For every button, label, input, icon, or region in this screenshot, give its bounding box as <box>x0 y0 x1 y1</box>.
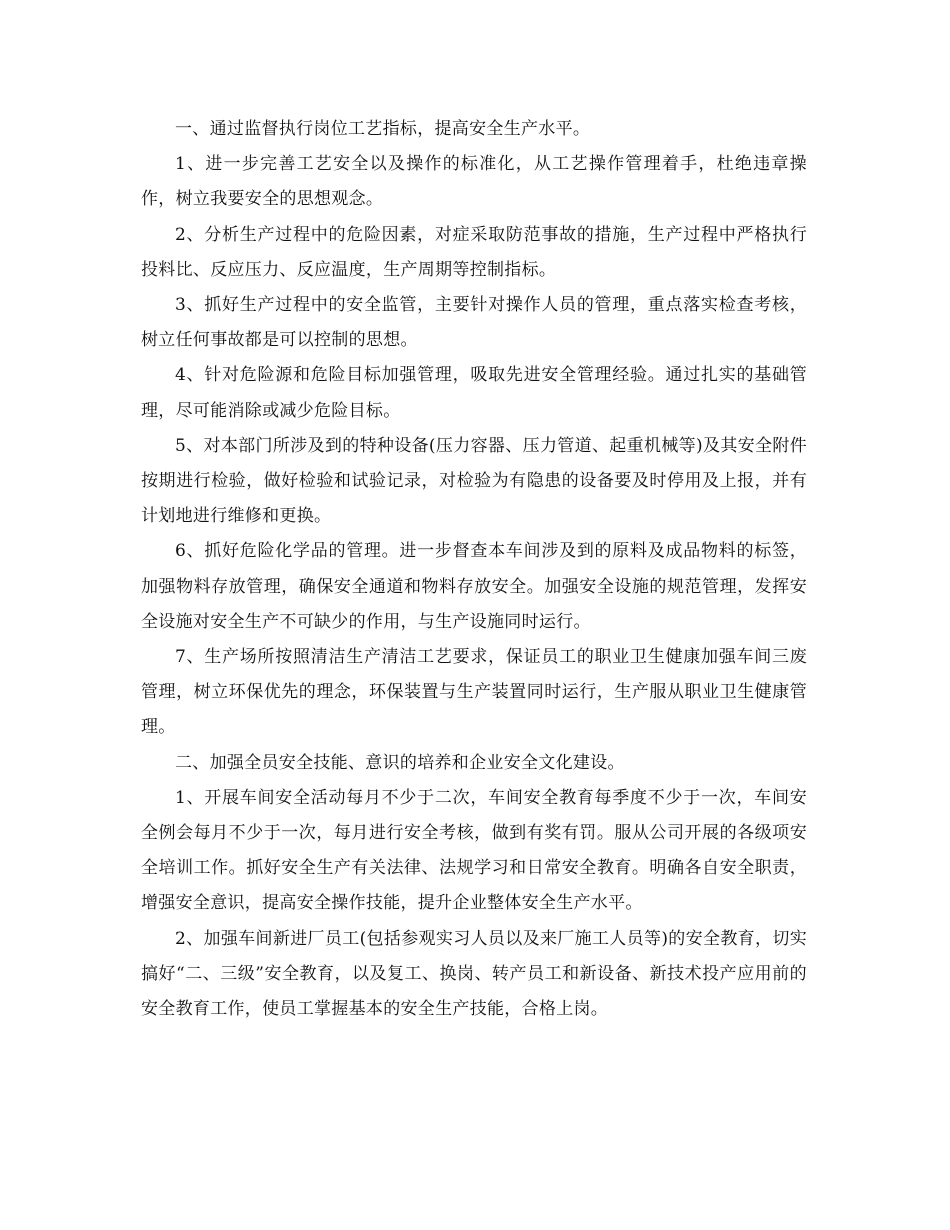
paragraph-1-1: 1、进一步完善工艺安全以及操作的标准化，从工艺操作管理着手，杜绝违章操作，树立我要安全的思想观念。 <box>141 154 807 210</box>
section-heading-1: 一、通过监督执行岗位工艺指标，提高安全生产水平。 <box>175 119 591 139</box>
paragraph-1-2: 2、分析生产过程中的危险因素，对症采取防范事故的措施，生产过程中严格执行投料比、反应压力、反应温度，生产周期等控制指标。 <box>141 224 807 280</box>
document-body <box>141 112 807 1027</box>
paragraph-1-7: 7、生产场所按照清洁生产清洁工艺要求，保证员工的职业卫生健康加强车间三废管理，树立环保优先的理念，环保装置与生产装置同时运行，生产服从职业卫生健康管理。 <box>141 647 807 738</box>
paragraph-1-6: 6、抓好危险化学品的管理。进一步督查本车间涉及到的原料及成品物料的标签，加强物料存放管理，确保安全通道和物料存放安全。加强安全设施的规范管理，发挥安全设施对安全生产不可缺少的作用，与生产设施同时运行。 <box>141 541 807 632</box>
paragraph-1-5: 5、对本部门所涉及到的特种设备(压力容器、压力管道、起重机械等)及其安全附件按期进行检验，做好检验和试验记录，对检验为有隐患的设备要及时停用及上报，并有计划地进行维修和更换。 <box>141 435 807 527</box>
paragraph-2-2: 2、加强车间新进厂员工(包括参观实习人员以及来厂施工人员等)的安全教育，切实搞好“二、三级”安全教育，以及复工、换岗、转产员工和新设备、新技术投产应用前的安全教育工作，使员工掌握基本的安全生产技能，合格上岗。 <box>141 928 807 1020</box>
paragraph-1-4: 4、针对危险源和危险目标加强管理，吸取先进安全管理经验。通过扎实的基础管理，尽可能消除或减少危险目标。 <box>141 365 807 421</box>
section-heading-2: 二、加强全员安全技能、意识的培养和企业安全文化建设。 <box>175 752 625 773</box>
paragraph-2-1: 1、开展车间安全活动每月不少于二次，车间安全教育每季度不少于一次，车间安全例会每月不少于一次，每月进行安全考核，做到有奖有罚。服从公司开展的各级项安全培训工作。抓好安全生产有关法律、法规学习和日常安全教育。明确各自安全职责，增强安全意识，提高安全操作技能，提升企业整体安全生产水平。 <box>141 787 807 914</box>
paragraph-1-3: 3、抓好生产过程中的安全监管，主要针对操作人员的管理，重点落实检查考核，树立任何事故都是可以控制的思想。 <box>141 295 807 351</box>
